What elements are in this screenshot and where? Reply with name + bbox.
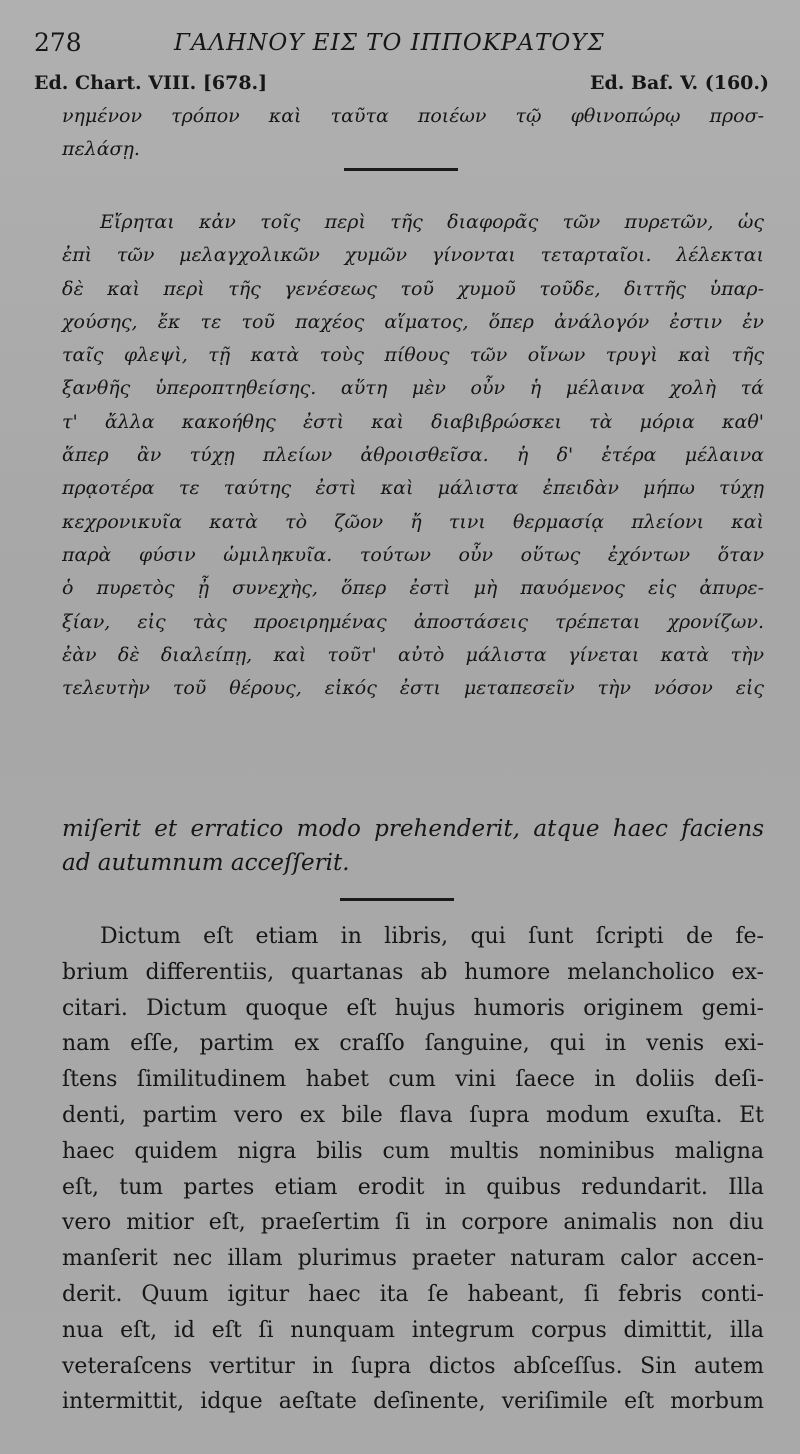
greek-line: ἅπερ ἂν τύχῃ πλείων ἀθροισθεῖσα. ἡ δ' ἑτέρα μέλαινα (62, 444, 764, 467)
greek-continuation (62, 100, 764, 166)
latin-line: citari. Dictum quoque eſt hujus humoris originem gemi- (62, 995, 764, 1021)
greek-line: ξίαν, εἰς τὰς προειρημένας ἀποστάσεις τρέπεται χρονίζων. (62, 610, 764, 633)
page-header (34, 28, 769, 60)
greek-line: χούσης, ἔκ τε τοῦ παχέος αἵματος, ὅπερ ἀνάλογόν ἐστιν ἐν (62, 310, 764, 333)
greek-line: ὁ πυρετὸς ᾖ συνεχὴς, ὅπερ ἐστὶ μὴ παυόμενος εἰς ἀπυρε- (62, 577, 764, 600)
latin-line: ad autumnum acceſſerit. (62, 850, 350, 876)
greek-line: ἐπὶ τῶν μελαγχολικῶν χυμῶν γίνονται τεταρταῖοι. λέλεκται (62, 244, 764, 267)
latin-continuation (62, 812, 764, 880)
latin-line: Dictum eſt etiam in libris, qui ſunt ſcripti de fe- (100, 924, 764, 949)
greek-line: ξανθῆς ὑπεροπτηθείσης. αὕτη μὲν οὖν ἡ μέλαινα χολὴ τά (62, 377, 764, 400)
edition-line (34, 72, 769, 102)
greek-line: ταῖς φλεψὶ, τῇ κατὰ τοὺς πίθους τῶν οἴνων τρυγὶ καὶ τῆς (62, 344, 764, 367)
greek-line: τ' ἄλλα κακοήθης ἐστὶ καὶ διαβιβρώσκει τὰ μόρια καθ' (62, 410, 764, 433)
latin-line: derit. Quum igitur haec ita ſe habeant, ſi febris conti- (62, 1281, 764, 1307)
greek-line: ἐὰν δὲ διαλείπῃ, καὶ τοῦτ' αὐτὸ μάλιστα γίνεται κατὰ τὴν (62, 643, 764, 666)
edition-right: Ed. Baf. V. (160.) (590, 72, 769, 94)
latin-commentary (62, 919, 764, 1420)
latin-line: manſerit nec illam plurimus praeter naturam calor accen- (62, 1246, 764, 1272)
latin-line: ſtens ſimilitudinem habet cum vini ſaece in doliis deſi- (62, 1067, 764, 1093)
greek-line: πρᾳοτέρα τε ταύτης ἐστὶ καὶ μάλιστα ἐπειδὰν μήπω τύχῃ (62, 477, 764, 500)
latin-line: denti, partim vero ex bile flava ſupra modum exuſta. Et (62, 1102, 764, 1128)
section-rule (340, 898, 454, 901)
latin-line: miſerit et erratico modo prehenderit, atque haec faciens (62, 816, 764, 842)
greek-line: παρὰ φύσιν ὡμιληκυῖα. τούτων οὖν οὕτως ἐχόντων ὅταν (62, 543, 764, 566)
edition-left: Ed. Chart. VIII. [678.] (34, 72, 268, 94)
greek-line: νημένον τρόπον καὶ ταῦτα ποιέων τῷ φθινοπώρῳ προσ- (62, 105, 764, 127)
section-rule (344, 168, 458, 171)
greek-line: τελευτὴν τοῦ θέρους, εἰκός ἐστι μεταπεσεῖν τὴν νόσον εἰς (62, 677, 764, 700)
latin-line: nam eſſe, partim ex craſſo ſanguine, qui in venis exi- (62, 1031, 764, 1057)
latin-line: veteraſcens vertitur in ſupra dictos abſceſſus. Sin autem (62, 1353, 764, 1379)
greek-line: πελάσῃ. (62, 138, 140, 160)
latin-line: eſt, tum partes etiam erodit in quibus redundarit. Illa (62, 1174, 764, 1200)
latin-line: nua eſt, id eſt ſi nunquam integrum corpus dimittit, illa (62, 1317, 764, 1343)
page-number: 278 (34, 28, 82, 57)
greek-line: δὲ καὶ περὶ τῆς γενέσεως τοῦ χυμοῦ τοῦδε, διττῆς ὑπαρ- (62, 277, 764, 300)
running-title: ΓΑΛΗΝΟΥ ΕΙΣ ΤΟ ΙΠΠΟΚΡΑΤΟΥΣ (174, 30, 605, 56)
latin-line: haec quidem nigra bilis cum multis nominibus maligna (62, 1138, 764, 1164)
latin-line: intermittit, idque aeſtate deſinente, veriſimile eſt morbum (62, 1389, 764, 1415)
greek-line: Εἴρηται κἀν τοῖς περὶ τῆς διαφορᾶς τῶν πυρετῶν, ὡς (100, 211, 764, 233)
latin-line: vero mitior eſt, praeſertim ſi in corpore animalis non diu (62, 1210, 764, 1236)
latin-line: brium differentiis, quartanas ab humore melancholico ex- (62, 959, 764, 985)
greek-commentary (62, 206, 764, 705)
greek-line: κεχρονικυῖα κατὰ τὸ ζῶον ἤ τινι θερμασίᾳ πλείονι καὶ (62, 510, 764, 533)
